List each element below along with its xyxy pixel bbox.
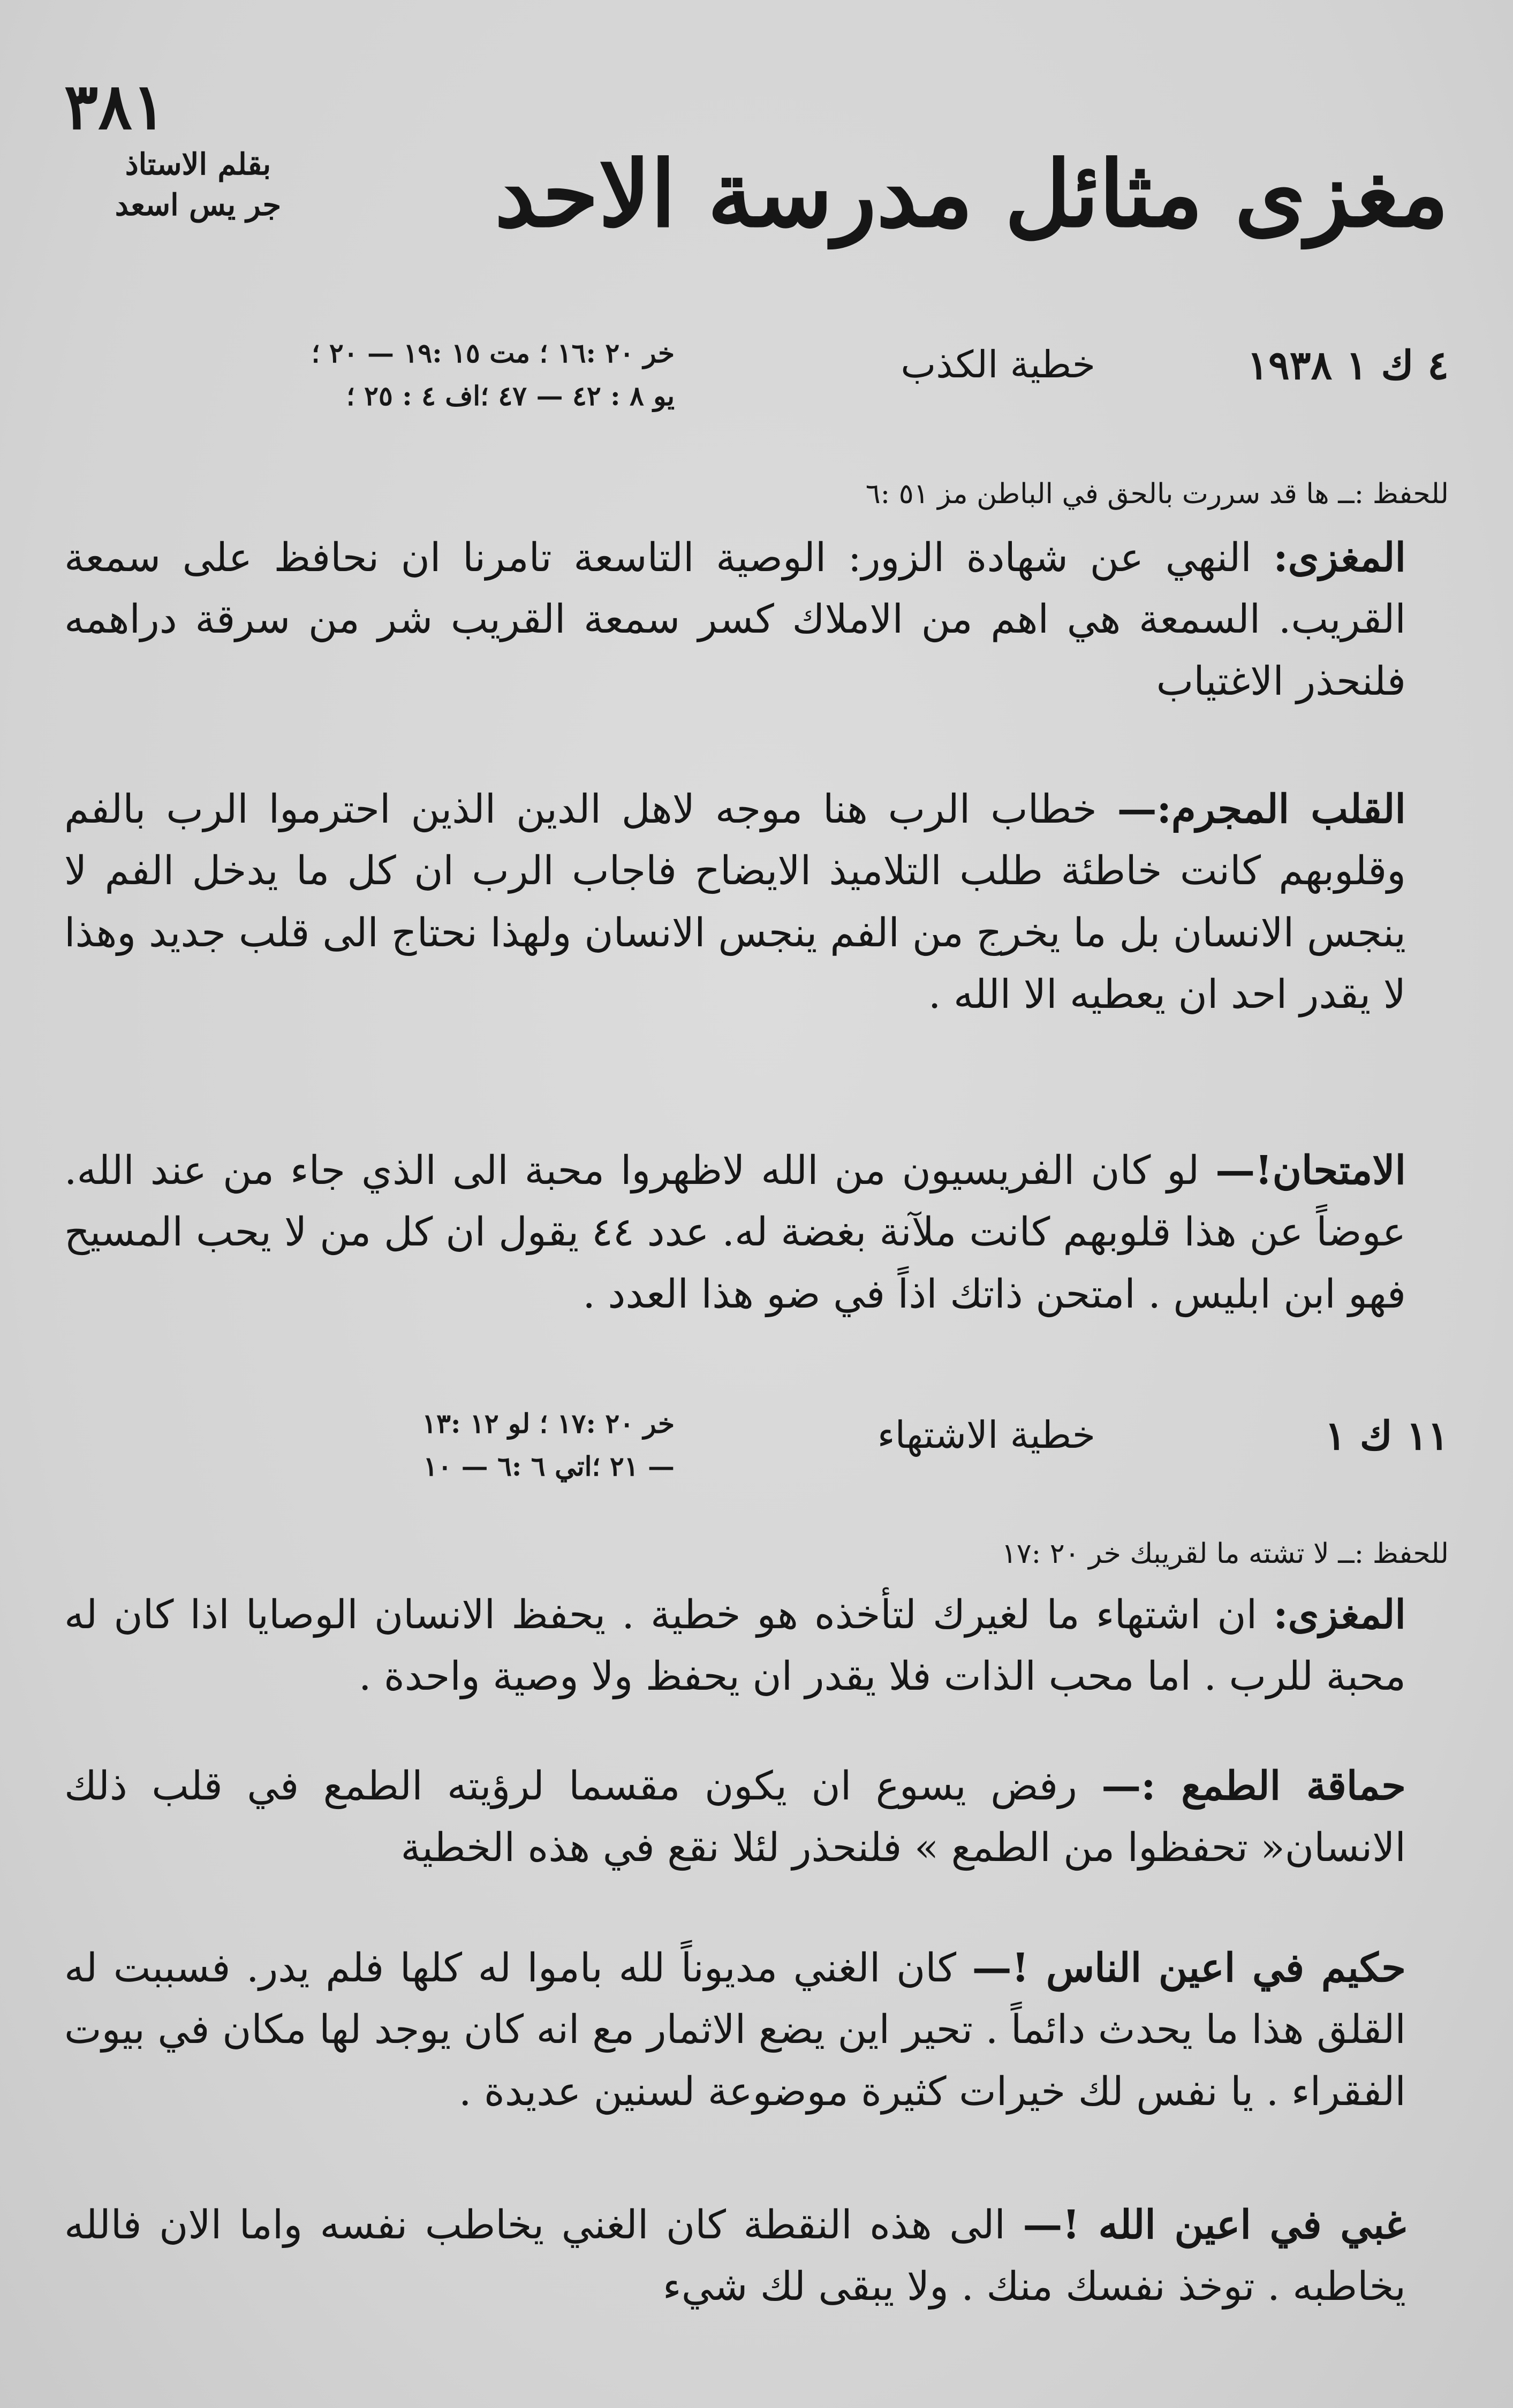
page-title: مغزى مثائل مدرسة الاحد: [494, 141, 1449, 248]
lesson-1-paragraph-2: [64, 779, 1449, 1026]
lesson-2-title: خطية الاشتهاء: [877, 1413, 1095, 1457]
lesson-1-references: [64, 332, 675, 417]
lesson-1-title: خطية الكذب: [901, 343, 1095, 386]
paragraph-lead: المغزى:: [1273, 535, 1406, 581]
lesson-2-memory-verse: للحفظ :ــ لا تشته ما لقريبك خر ٢٠ :١٧: [1001, 1538, 1449, 1570]
lesson-2-paragraph-4: [64, 2194, 1449, 2318]
lesson-2-refs-line-1: خر ٢٠ :١٧ ؛ لو ١٢ :١٣: [422, 1408, 675, 1439]
paragraph-text: الى هذه النقطة كان الغني يخاطب نفسه واما الان فالله يخاطبه . توخذ نفسك منك . ولا يبقى لك شيء: [64, 2202, 1406, 2310]
lesson-2-paragraph-1: [64, 1584, 1449, 1708]
lesson-2-paragraph-2: [64, 1756, 1449, 1879]
lesson-2-references: [64, 1402, 675, 1488]
lesson-2-header: [64, 1402, 1449, 1499]
paragraph-text: النهي عن شهادة الزور: الوصية التاسعة تامرنا ان نحافظ على سمعة القريب. السمعة هي اهم من الاملاك كسر سمعة القريب شر من سرقة دراهمه فلنحذر الاغتياب: [64, 535, 1406, 704]
byline: [96, 145, 300, 225]
lesson-1-memory-verse: للحفظ :ــ ها قد سررت بالحق في الباطن مز ٥١ :٦: [865, 478, 1449, 510]
paragraph-text: خطاب الرب هنا موجه لاهل الدين الذين احترموا الرب بالفم وقلوبهم كانت خاطئة طلب التلاميذ الايضاح فاجاب الرب ان كل ما يدخل الفم لا ينجس الانسان بل ما يخرج من الفم ينجس الانسان ولهذا نحتاج الى قلب جديد وهذا لا يقدر احد ان يعطيه الا الله .: [64, 786, 1406, 1018]
paragraph-lead: حكيم في اعين الناس !—: [972, 1945, 1406, 1991]
paragraph-lead: الامتحان!—: [1215, 1148, 1406, 1194]
paragraph-lead: القلب المجرم:—: [1117, 786, 1406, 832]
paragraph-text: لو كان الفريسيون من الله لاظهروا محبة الى الذي جاء من عند الله. عوضاً عن هذا قلوبهم كانت ملآنة بغضة له. عدد ٤٤ يقول ان كل من لا يحب المسيح فهو ابن ابليس . امتحن ذاتك اذاً في ضو هذا العدد .: [64, 1148, 1406, 1317]
paragraph-lead: حماقة الطمع :—: [1101, 1763, 1406, 1809]
byline-line-1: بقلم الاستاذ: [125, 147, 271, 182]
lesson-2-date: ١١ ك ١: [1325, 1413, 1449, 1459]
page-number: ٣٨١: [64, 69, 167, 143]
lesson-1-paragraph-3: [64, 1140, 1449, 1325]
paragraph-text: رفض يسوع ان يكون مقسما لرؤيته الطمع في قلب ذلك الانسان« تحفظوا من الطمع » فلنحذر لئلا نقع في هذه الخطية: [64, 1763, 1406, 1871]
lesson-2-paragraph-3: [64, 1938, 1449, 2123]
paragraph-lead: المغزى:: [1273, 1592, 1406, 1638]
paragraph-text: كان الغني مديوناً لله باموا له كلها فلم يدر. فسببت له القلق هذا ما يحدث دائماً . تحير اين يضع الاثمار مع انه كان يوجد لها مكان في بيوت الفقراء . يا نفس لك خيرات كثيرة موضوعة لسنين عديدة .: [64, 1945, 1406, 2115]
lesson-1-paragraph-1: [64, 527, 1449, 712]
lesson-1-header: [64, 332, 1449, 428]
lesson-1-refs-line-1: خر ٢٠ :١٦ ؛ مت ١٥ :١٩ — ٢٠ ؛: [311, 337, 675, 369]
lesson-1-refs-line-2: يو ٨ : ٤٢ — ٤٧ ؛اف ٤ : ٢٥ ؛: [346, 380, 675, 412]
lesson-1-date: ٤ ك ١ ١٩٣٨: [1247, 343, 1449, 389]
byline-line-2: جر يس اسعد: [115, 187, 282, 223]
lesson-2-refs-line-2: — ٢١ ؛اتي ٦ :٦ — ١٠: [423, 1450, 675, 1482]
paragraph-lead: غبي في اعين الله !—: [1023, 2202, 1406, 2248]
paragraph-text: ان اشتهاء ما لغيرك لتأخذه هو خطية . يحفظ الانسان الوصايا اذا كان له محبة للرب . اما محب الذات فلا يقدر ان يحفظ ولا وصية واحدة .: [64, 1592, 1406, 1700]
